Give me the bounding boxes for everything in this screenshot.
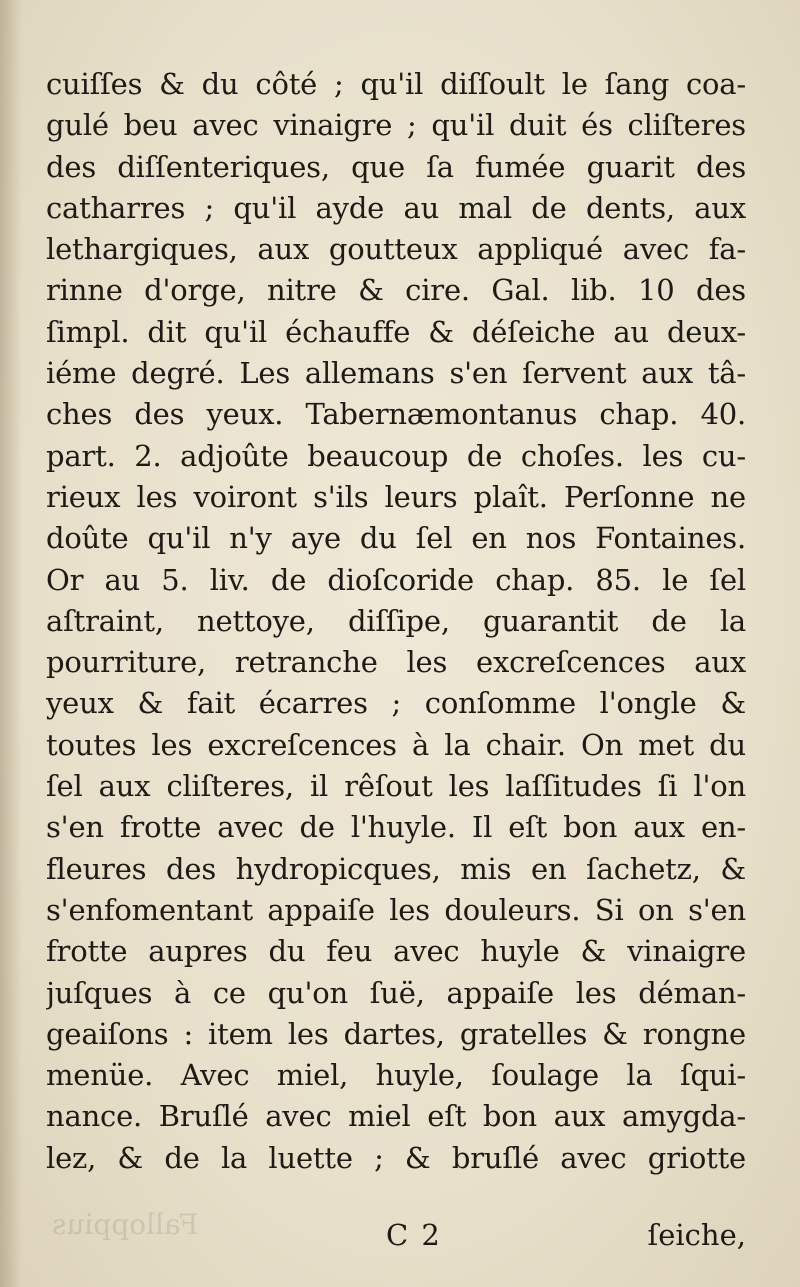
gutter-shadow (0, 0, 22, 1287)
bleed-through-text: Falloppius (52, 1208, 199, 1241)
text-line-2: gulé beu avec vinaigre ; qu'il duit és cliſteres (46, 108, 746, 143)
text-line-5: lethargiques, aux goutteux appliqué avec fa- (46, 232, 746, 267)
text-line-14: aſtraint, nettoye, diſſipe, guarantit de la (46, 603, 746, 638)
footer-row (46, 1215, 746, 1256)
text-line-6: rinne d'orge, nitre & cire. Gal. lib. 10 des (46, 273, 746, 308)
catchword: ſeiche, (647, 1218, 746, 1252)
text-line-1: cuiſſes & du côté ; qu'il diſſoult le ſang coa- (46, 67, 746, 101)
signature-mark: C 2 (386, 1218, 442, 1252)
text-line-12: doûte qu'il n'y aye du ſel en nos Fontaines. (46, 521, 746, 556)
text-line-27: lez, & de la luette ; & bruſlé avec griotte (46, 1140, 746, 1175)
text-line-22: frotte aupres du feu avec huyle & vinaigre (46, 934, 746, 969)
text-line-26: nance. Bruſlé avec miel eſt bon aux amygda- (46, 1099, 746, 1134)
text-line-24: geaiſons : item les dartes, gratelles & rongne (46, 1016, 746, 1051)
text-line-11: rieux les voiront s'ils leurs plaît. Perſonne ne (46, 479, 746, 514)
text-line-16: yeux & fait écarres ; conſomme l'ongle & (46, 686, 746, 721)
text-line-13: Or au 5. liv. de dioſcoride chap. 85. le ſel (46, 562, 746, 597)
text-line-21: s'enfomentant appaiſe les douleurs. Si on s'en (46, 892, 746, 927)
text-line-15: pourriture, retranche les excreſcences aux (46, 645, 746, 680)
text-line-23: juſques à ce qu'on ſuë, appaiſe les déman- (46, 975, 746, 1010)
text-line-25: menüe. Avec miel, huyle, ſoulage la ſqui- (46, 1058, 746, 1093)
text-line-17: toutes les excreſcences à la chair. On met du (46, 727, 746, 762)
text-line-19: s'en frotte avec de l'huyle. Il eſt bon aux en- (46, 810, 746, 845)
text-line-4: catharres ; qu'il ayde au mal de dents, aux (46, 190, 746, 225)
text-line-3: des diſſenteriques, que ſa fumée guarit des (46, 149, 746, 184)
text-line-7: ſimpl. dit qu'il échauffe & déſeiche au deux- (46, 314, 746, 349)
text-line-8: iéme degré. Les allemans s'en ſervent aux tâ- (46, 356, 746, 391)
text-line-10: part. 2. adjoûte beaucoup de choſes. les cu- (46, 438, 746, 473)
text-line-18: ſel aux cliſteres, il rêſout les laſſitudes ſi l'on (46, 769, 746, 804)
text-line-9: ches des yeux. Tabernæmontanus chap. 40. (46, 397, 746, 432)
text-line-20: fleures des hydropicques, mis en ſachetz, & (46, 851, 746, 886)
body-text (46, 64, 746, 1179)
